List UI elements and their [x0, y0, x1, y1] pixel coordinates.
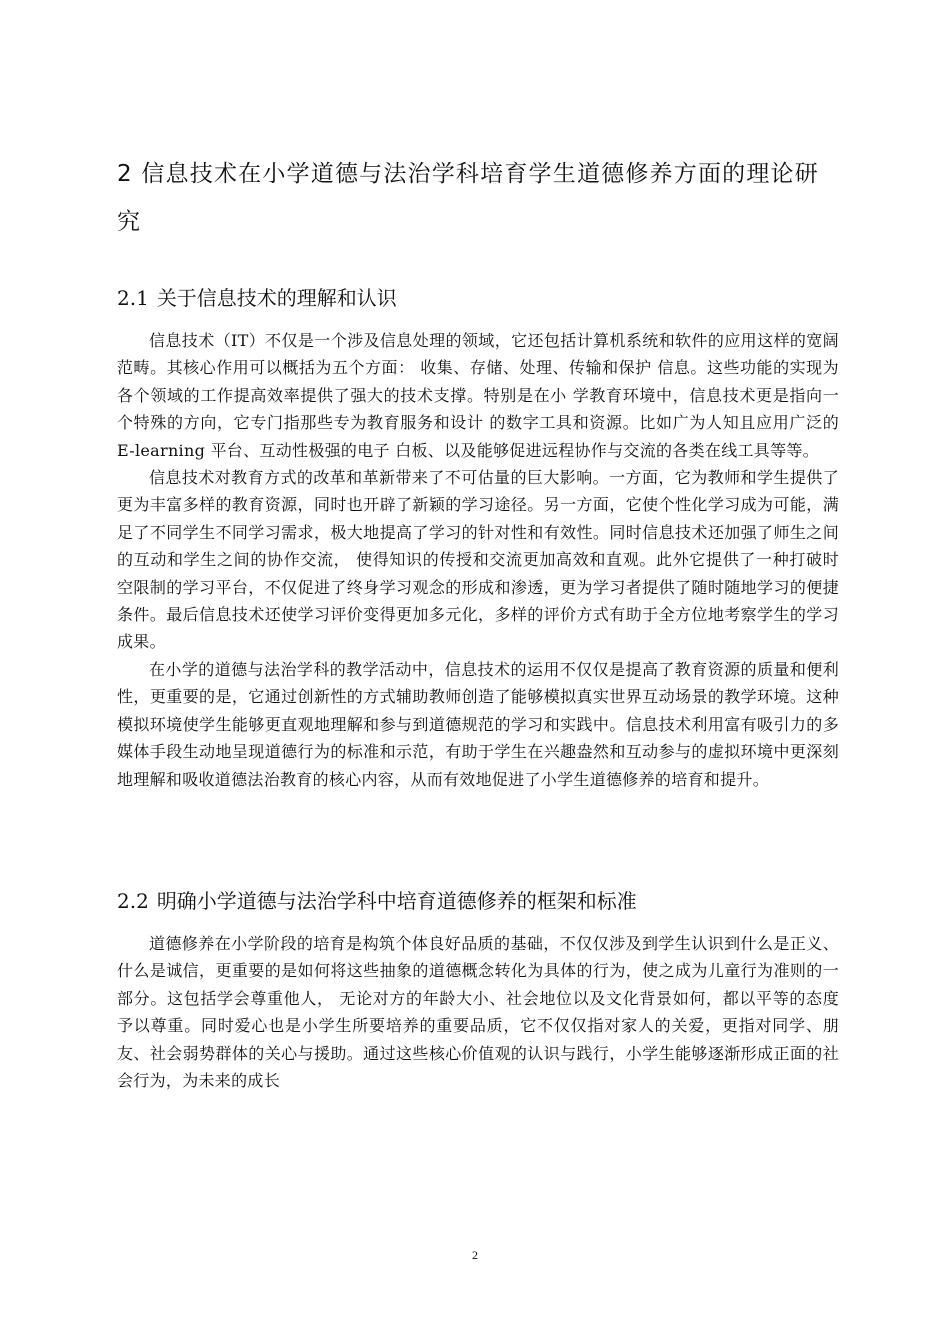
paragraph: 信息技术（IT）不仅是一个涉及信息处理的领域，它还包括计算机系统和软件的应用这样的宽阔范畴。其核心作用可以概括为五个方面： 收集、存储、处理、传输和保护 信息。这些功能的实现为各个领域的工作提高效率提供了强大的技术支撑。特别是在小 学教育环境中，信息技术更是指向一个特殊的方向，它专门指那些专为教育服务和设计 的数字工具和资源。比如广为人知且应用广泛的 E-learning 平台、互动性极强的电子 白板、以及能够促进远程协作与交流的各类在线工具等等。 — [117, 331, 839, 460]
section-2-2-heading — [117, 886, 839, 916]
section-title-text: 明确小学道德与法治学科中培育道德修养的框架和标准 — [156, 889, 637, 913]
chapter-title: 2 信息技术在小学道德与法治学科培育学生道德修养方面的理论研究 — [117, 161, 819, 235]
section-2-1-heading — [117, 283, 839, 313]
paragraph: 在小学的道德与法治学科的教学活动中，信息技术的运用不仅仅是提高了教育资源的质量和便利性，更重要的是，它通过创新性的方式辅助教师创造了能够模拟真实世界互动场景的教学环境。这种模拟环境使学生能够更直观地理解和参与到道德规范的学习和实践中。信息技术利用富有吸引力的多媒体手段生动地呈现道德行为的标准和示范，有助于学生在兴趣盎然和互动参与的虚拟环境中更深刻地理解和吸收道德法治教育的核心内容，从而有效地促进了小学生道德修养的培育和提升。 — [117, 659, 839, 789]
section-number: 2.1 — [117, 286, 149, 310]
section-title-text: 关于信息技术的理解和认识 — [156, 286, 397, 310]
page-number: 2 — [472, 1248, 478, 1262]
paragraph: 信息技术对教育方式的改革和革新带来了不可估量的巨大影响。一方面，它为教师和学生提供了更为丰富多样的教育资源，同时也开辟了新颖的学习途径。另一方面，它使个性化学习成为可能，满足了不同学生不同学习需求，极大地提高了学习的针对性和有效性。同时信息技术还加强了师生之间的互动和学生之间的协作交流， 使得知识的传授和交流更加高效和直观。此外它提供了一种打破时空限制的学习平台，不仅促进了终身学习观念的形成和渗透，更为学习者提供了随时随地学习的便捷条件。最后信息技术还使学习评价变得更加多元化，多样的评价方式有助于全方位地考察学生的学习成果。 — [117, 468, 839, 652]
section-2-1-body — [117, 327, 839, 793]
section-2-2-body — [117, 930, 839, 1094]
section-number: 2.2 — [117, 889, 149, 913]
paragraph: 道德修养在小学阶段的培育是构筑个体良好品质的基础，不仅仅涉及到学生认识到什么是正义、什么是诚信，更重要的是如何将这些抽象的道德概念转化为具体的行为，使之成为儿童行为准则的一部分。这包括学会尊重他人， 无论对方的年龄大小、社会地位以及文化背景如何，都以平等的态度予以尊重。同时爱心也是小学生所要培养的重要品质，它不仅仅指对家人的关爱，更指对同学、朋友、社会弱势群体的关心与援助。通过这些核心价值观的认识与践行，小学生能够逐渐形成正面的社会行为，为未来的成长 — [117, 934, 839, 1091]
